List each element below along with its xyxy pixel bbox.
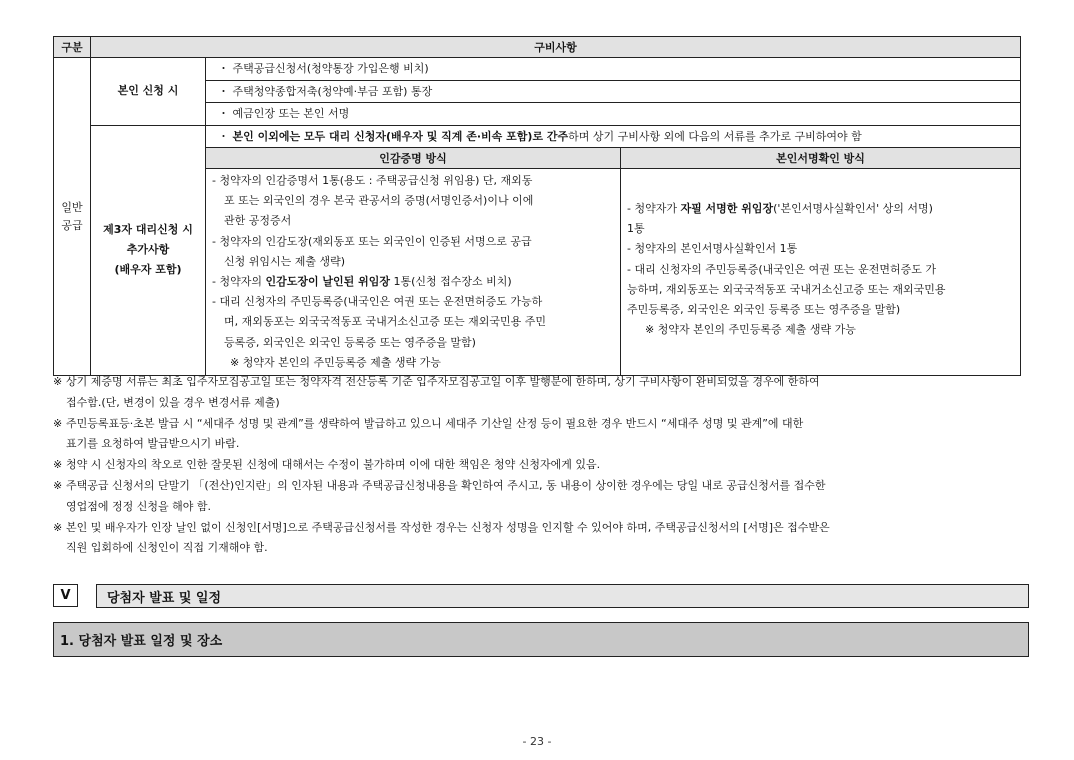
note-item: ※ 상기 제증명 서류는 최초 입주자모집공고일 또는 청약자격 전산등록 기준 입주자모집공고일 이후 발행분에 한하며, 상기 구비사항이 완비되었을 경우에 한하여 접수함.(단, 변경이 있을 경우 변경서류 제출) [53,375,820,409]
sign-method-content: - 청약자가 자필 서명한 위임장('본인서명사실확인서' 상의 서명) 1통 - 청약자의 본인서명사실확인서 1통 - 대리 신청자의 주민등록증(내국인은 여권 또는 운전면허증도 가 능하며, 재외동포는 외국국적동포 국내거소신고증 또는 재외국민용 주민등록증, 외국인은 외국인 등록증 또는 영주증을 말함) ※ 청약자 본인의 주민등록증 제출 생략 가능 [621,169,1021,376]
self-item-1: ・ 주택공급신청서(청약통장 가입은행 비치) [206,58,1021,81]
subsection-title: 1. 당첨자 발표 일정 및 장소 [53,622,1029,657]
sign-method-header: 본인서명확인 방식 [621,148,1021,169]
notes-section [53,372,1033,559]
category-line-1: 일반 [61,200,83,214]
requirements-table [53,36,1021,376]
note-item: ※ 청약 시 신청자의 착오로 인한 잘못된 신청에 대해서는 수정이 불가하며 이에 대한 책임은 청약 신청자에게 있음. [53,458,601,472]
section-number-box: V [53,584,78,607]
note-item: ※ 본인 및 배우자가 인장 날인 없이 신청인[서명]으로 주택공급신청서를 작성한 경우는 신청자 성명을 인지할 수 있어야 하며, 주택공급신청서의 [서명]은 접수받은 직원 입회하에 신청인이 직접 기재해야 함. [53,520,830,555]
proxy-apply-label: 제3자 대리신청 시 추가사항 (배우자 포함) [91,125,206,376]
note-item: ※ 주택공급 신청서의 단말기 「(전산)인지란」의 인자된 내용과 주택공급신청내용을 확인하여 주시고, 동 내용이 상이한 경우에는 당일 내로 공급신청서를 접수한 영업점에 정정 신청을 해야 함. [53,478,826,513]
section-title: 당첨자 발표 및 일정 [96,584,1029,608]
category-line-2: 공급 [61,218,83,232]
self-item-3: ・ 예금인장 또는 본인 서명 [206,103,1021,126]
category-cell [54,58,91,376]
header-requirements: 구비사항 [91,37,1021,58]
proxy-intro: ・ 본인 이외에는 모두 대리 신청자(배우자 및 직계 존·비속 포함)로 간주하며 상기 구비사항 외에 다음의 서류를 추가로 구비하여야 함 [206,125,1021,148]
page-number: - 23 - [522,735,552,748]
note-item: ※ 주민등록표등·초본 발급 시 “세대주 성명 및 관계”를 생략하여 발급하고 있으니 세대주 기산일 산정 등이 필요한 경우 반드시 “세대주 성명 및 관계”에 대한 표기를 요청하여 발급받으시기 바람. [53,416,804,451]
header-category: 구분 [54,37,91,58]
seal-method-content: - 청약자의 인감증명서 1통(용도 : 주택공급신청 위임용) 단, 재외동 포 또는 외국인의 경우 본국 관공서의 증명(서명인증서)이나 이에 관한 공정증서 - 청약자의 인감도장(재외동포 또는 외국인이 인증된 서명으로 공급 신청 위임시는 제출 생략) - 청약자의 인감도장이 날인된 위임장 1통(신청 접수장소 비치) - 대리 신청자의 주민등록증(내국인은 여권 또는 운전면허증도 가능하 며, 재외동포는 외국국적동포 국내거소신고증 또는 재외국민용 주민 등록증, 외국인은 외국인 등록증 또는 영주증을 말함) ※ 청약자 본인의 주민등록증 제출 생략 가능 [206,169,621,376]
seal-method-header: 인감증명 방식 [206,148,621,169]
self-item-2: ・ 주택청약종합저축(청약예·부금 포함) 통장 [206,80,1021,103]
self-apply-label: 본인 신청 시 [91,58,206,126]
